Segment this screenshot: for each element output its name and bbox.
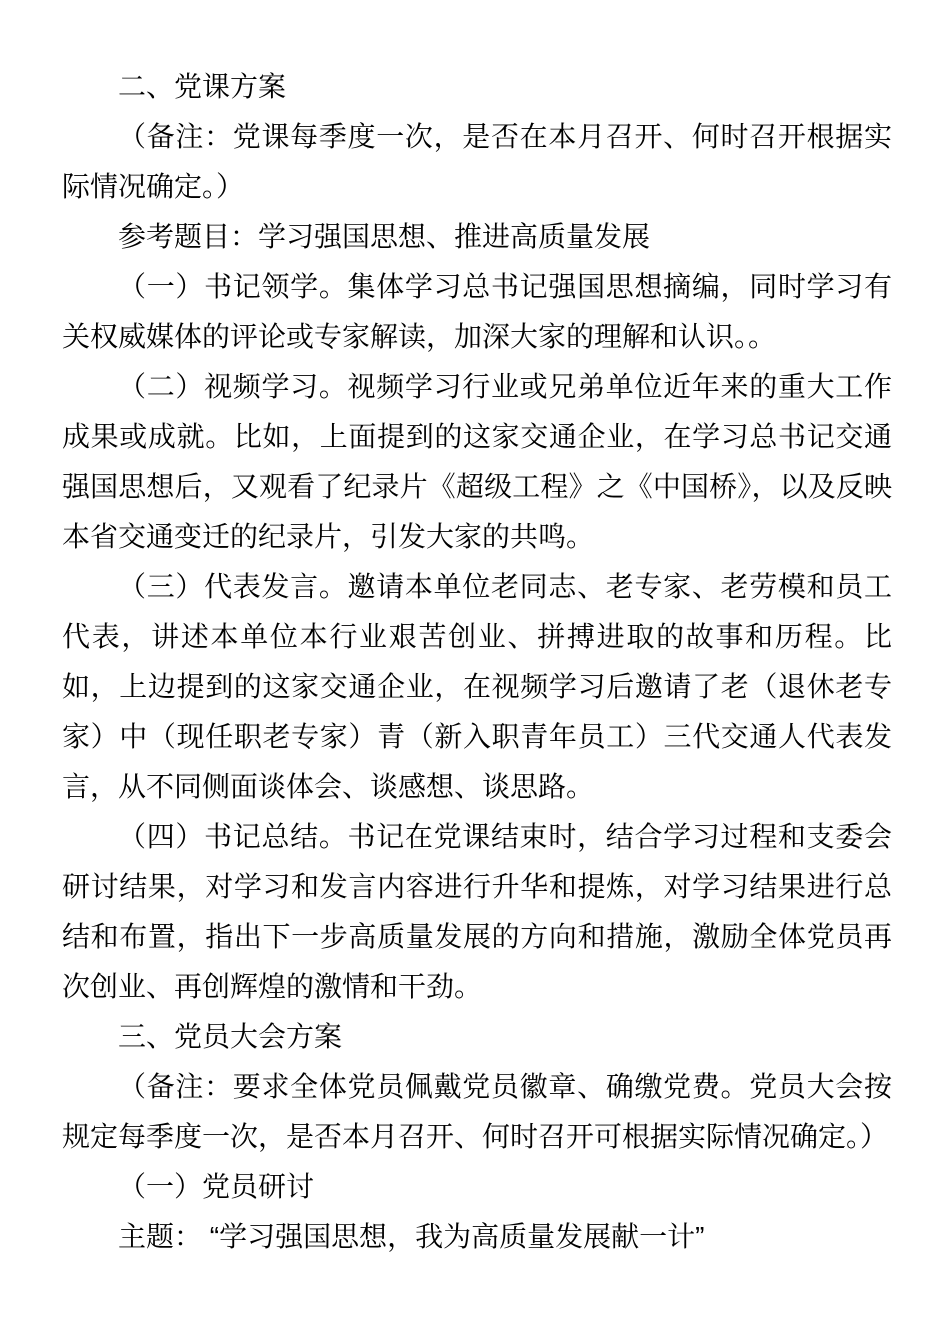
reference-topic: 参考题目：学习强国思想、推进高质量发展 bbox=[118, 221, 651, 252]
discussion-theme: 主题： “学习强国思想，我为高质量发展献一计” bbox=[118, 1221, 705, 1252]
note-party-lecture-frequency: （备注：党课每季度一次，是否在本月召开、何时召开根据实际情况确定。） bbox=[62, 121, 892, 202]
item-secretary-summary: （四）书记总结。书记在党课结束时，结合学习过程和支委会研讨结果，对学习和发言内容进行升华和提炼，对学习结果进行总结和布置，指出下一步高质量发展的方向和措施，激励全体党员再次创业、再创辉煌的激情和干劲。 bbox=[62, 821, 892, 1002]
item-secretary-led-study: （一）书记领学。集体学习总书记强国思想摘编，同时学习有关权威媒体的评论或专家解读，加深大家的理解和认识。。 bbox=[62, 271, 892, 352]
item-member-discussion: （一）党员研讨 bbox=[118, 1171, 315, 1202]
item-representative-speeches: （三）代表发言。邀请本单位老同志、老专家、老劳模和员工代表，讲述本单位本行业艰苦创业、拼搏进取的故事和历程。比如，上边提到的这家交通企业，在视频学习后邀请了老（退休老专家）中（现任职老专家）青（新入职青年员工）三代交通人代表发言，从不同侧面谈体会、谈感想、谈思路。 bbox=[62, 571, 892, 802]
note-member-meeting-requirements: （备注：要求全体党员佩戴党员徽章、确缴党费。党员大会按规定每季度一次，是否本月召开、何时召开可根据实际情况确定。） bbox=[62, 1071, 892, 1152]
item-video-study: （二）视频学习。视频学习行业或兄弟单位近年来的重大工作成果或成就。比如，上面提到的这家交通企业，在学习总书记交通强国思想后，又观看了纪录片《超级工程》之《中国桥》，以及反映本省交通变迁的纪录片，引发大家的共鸣。 bbox=[62, 371, 892, 552]
heading-party-member-meeting-plan: 三、党员大会方案 bbox=[118, 1021, 343, 1052]
heading-party-lecture-plan: 二、党课方案 bbox=[118, 71, 287, 102]
